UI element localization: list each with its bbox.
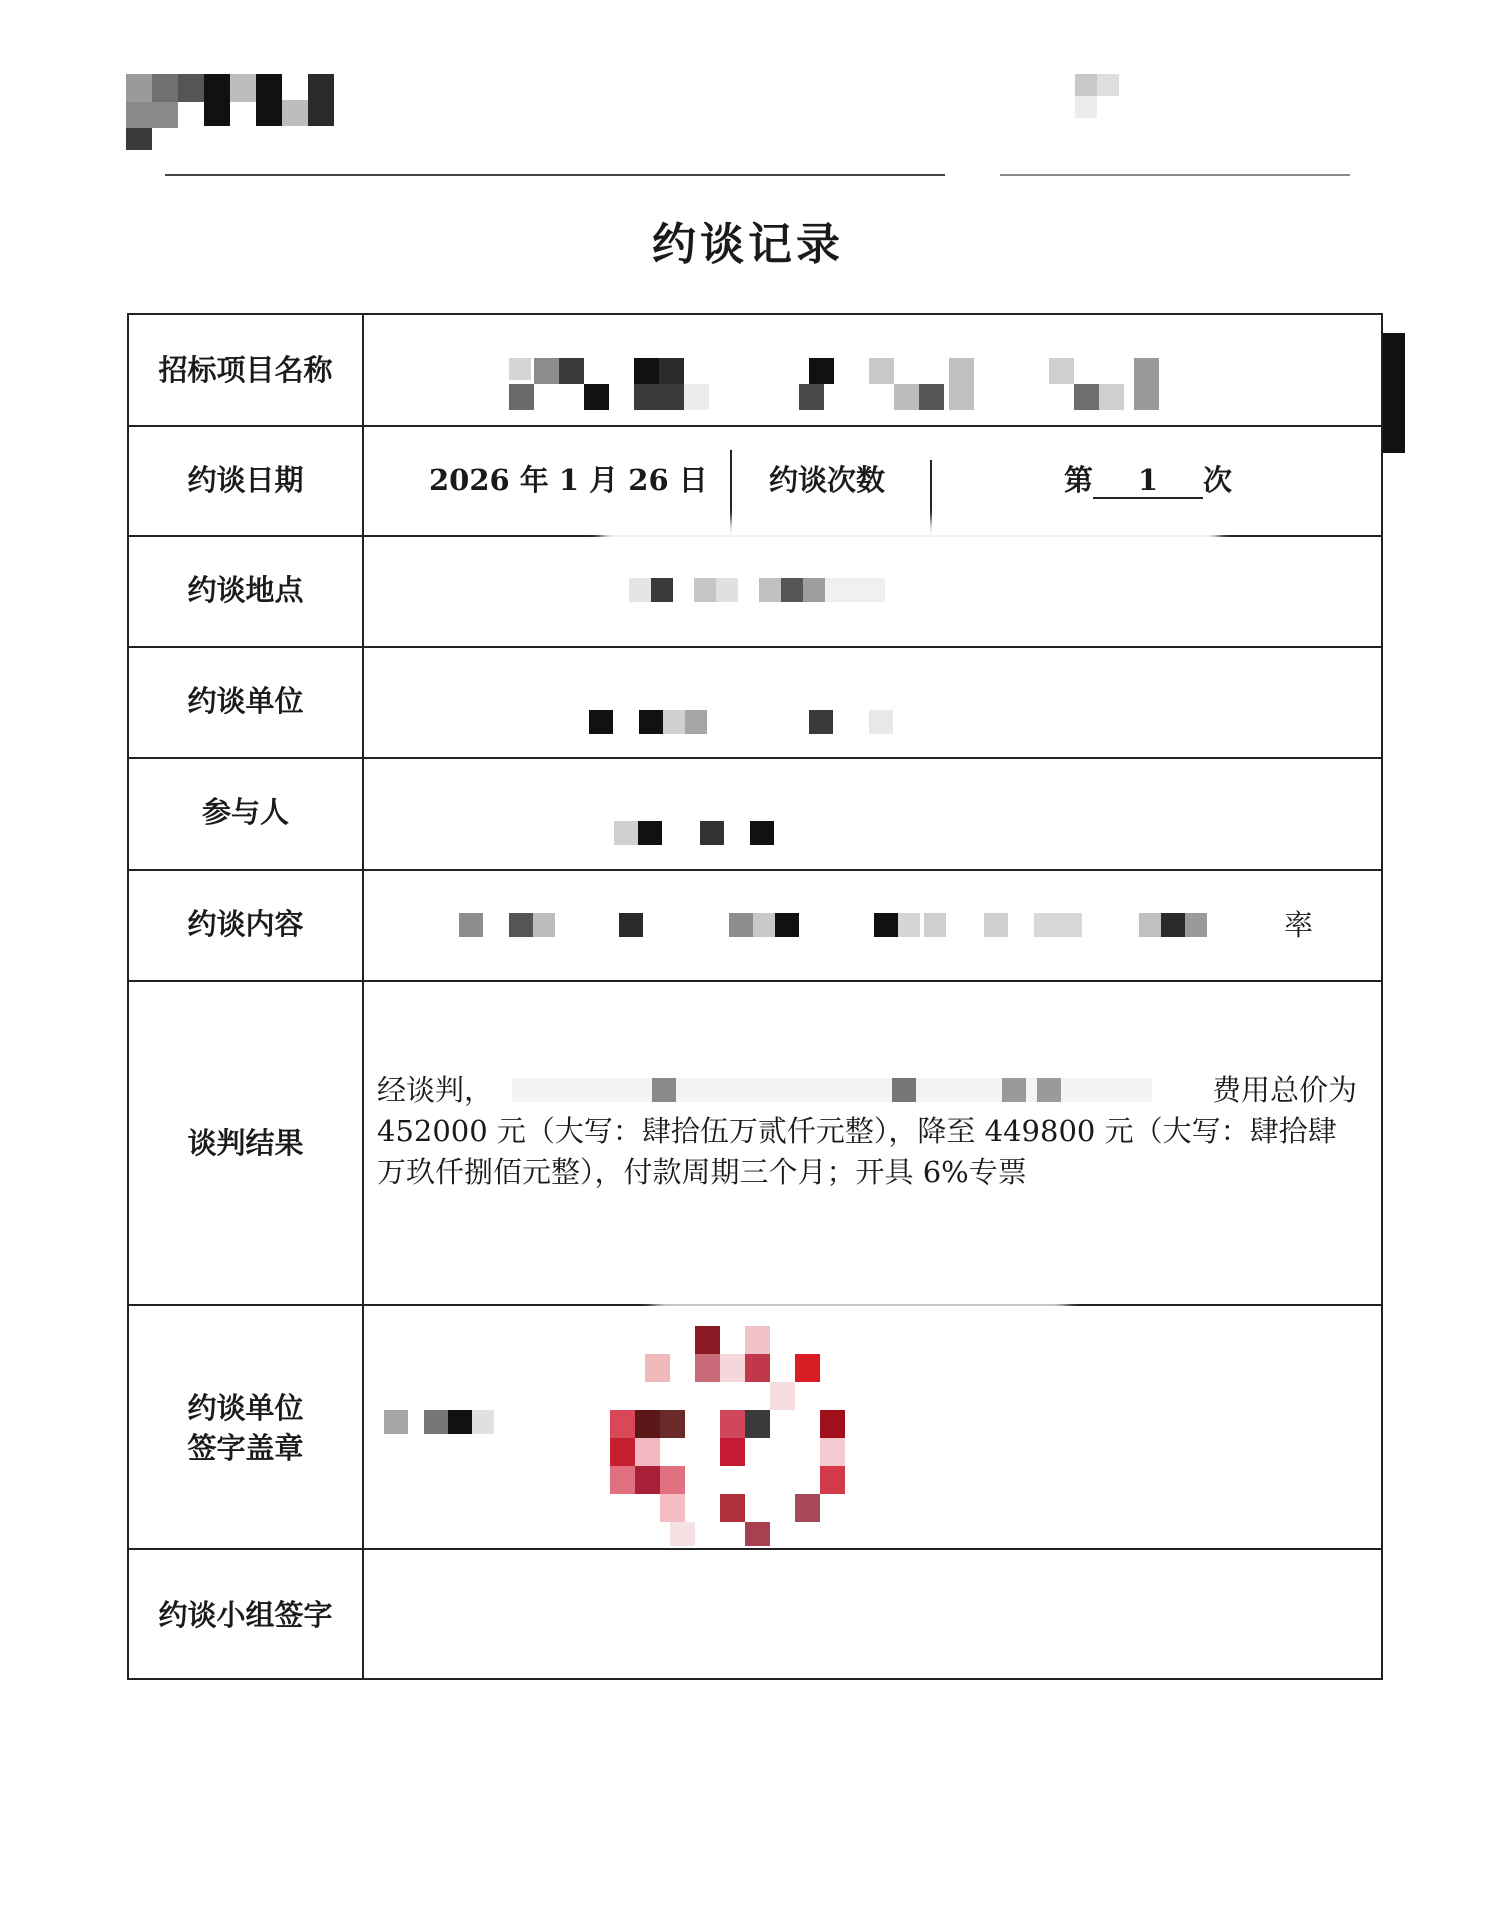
project-name-label: 招标项目名称 <box>158 353 333 387</box>
result-text <box>377 1070 1377 1193</box>
row-divider <box>129 757 1381 759</box>
redacted-mark <box>1075 74 1145 154</box>
redacted-unit <box>579 710 919 736</box>
signature-label-line2: 签字盖章 <box>187 1431 304 1465</box>
redacted-content <box>409 913 1289 941</box>
company-seal-stamp <box>610 1326 850 1541</box>
result-line1-end: 费用总价为 <box>1212 1073 1358 1107</box>
content-label: 约谈内容 <box>187 907 304 941</box>
redacted-logo <box>126 74 360 156</box>
result-line-3: 万玖仟捌佰元整），付款周期三个月；开具 6%专票 <box>377 1155 1027 1189</box>
header-rule <box>165 174 945 176</box>
interview-date-value: 2026 年 1 月 26 日 <box>429 463 708 497</box>
participants-label: 参与人 <box>201 795 289 829</box>
signature-label-line1: 约谈单位 <box>187 1391 304 1425</box>
label-column-divider <box>362 315 364 1678</box>
row-divider <box>129 646 1381 648</box>
result-line1-start: 经谈判， <box>377 1073 494 1107</box>
interview-count-suffix: 次 <box>1203 463 1233 497</box>
location-label: 约谈地点 <box>187 573 304 607</box>
result-line-1 <box>377 1070 1377 1111</box>
redacted-signature <box>384 1410 584 1436</box>
content-visible-tail: 率 <box>1284 908 1314 942</box>
redacted-project-name <box>509 358 1269 410</box>
result-line-2: 452000 元（大写：肆拾伍万贰仟元整），降至 449800 元（大写：肆拾肆 <box>377 1114 1337 1148</box>
header-rule-right <box>1000 174 1350 176</box>
team-signature-label: 约谈小组签字 <box>158 1598 333 1632</box>
paper-fold-smear <box>600 520 1220 560</box>
scan-edge-artifact <box>1383 333 1405 453</box>
result-label: 谈判结果 <box>187 1126 304 1160</box>
row-divider <box>129 425 1381 427</box>
interview-count-label: 约谈次数 <box>769 463 886 497</box>
redacted-participants <box>614 821 814 847</box>
signature-label <box>129 1388 362 1468</box>
document-title: 约谈记录 <box>652 219 844 270</box>
interview-count-field <box>1064 460 1232 500</box>
redacted-result-middle <box>512 1078 1212 1104</box>
interview-unit-label: 约谈单位 <box>187 684 304 718</box>
row-divider <box>129 1548 1381 1550</box>
row-divider <box>129 980 1381 982</box>
redacted-location <box>629 578 929 604</box>
row-divider <box>129 869 1381 871</box>
interview-date-label: 约谈日期 <box>187 463 304 497</box>
interview-count-prefix: 第 <box>1064 463 1094 497</box>
interview-count-value: 1 <box>1093 463 1203 499</box>
